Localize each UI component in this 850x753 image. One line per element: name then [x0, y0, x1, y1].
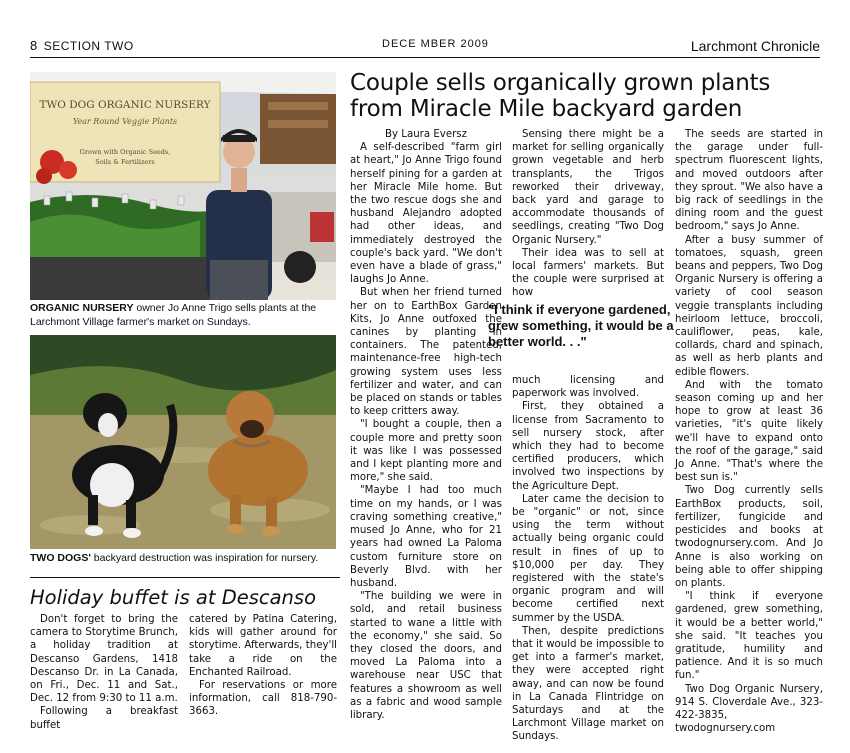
paragraph: Later came the decision to be "organic" or not, since using the term without actually being organic could result in fines of up to $10,000 per day. They registered with the state's organic program and will become certified next summer by the USDA. — [512, 493, 664, 624]
sign-line-3: Grown with Organic Seeds, — [79, 148, 171, 156]
byline: By Laura Eversz — [385, 129, 467, 140]
paragraph: Two Dog Organic Nursery, 914 S. Cloverdale Ave., 323-422-3835, twodognursery.com — [675, 683, 823, 735]
paragraph: Their idea was to sell at local farmers' markets. But the couple were surprised at how — [512, 247, 664, 299]
market-stall-illustration — [30, 72, 336, 300]
paragraph: Two Dog currently sells EarthBox products, soil, fertilizer, fungicide and pesticides and books at twodognursery.com. And Jo Anne is also working on being able to offer shipping on plants. — [675, 485, 823, 589]
section-name: SECTION TWO — [43, 39, 134, 53]
paragraph: catered by Patina Catering, kids will gather around for storytime. Afterwards, they'll take a ride on the Enchanted Railroad. — [189, 614, 337, 678]
paragraph: "I bought a couple, then a couple more and pretty soon it was like I was possessed and I kept planting more and more," she said. — [350, 419, 502, 484]
paragraph: First, they obtained a license from Sacramento to sell nursery stock, after which they had to become certified producers, which involved two inspections by the Agriculture Dept. — [512, 401, 664, 492]
newspaper-name: Larchmont Chronicle — [690, 38, 820, 54]
paragraph: "I think if everyone gardened, grew something, it would be a better world," she said. "It teaches you gratitude, humility and patience. And it is so much fun." — [675, 591, 823, 682]
caption2-lead: TWO DOGS' — [30, 552, 91, 564]
page-header — [30, 38, 820, 56]
paragraph: Don't forget to bring the camera to Storytime Brunch, a holiday tradition at Descanso Gardens, 1418 Descanso Dr. in La Canada, on Fri., Dec. 11 and Sat., Dec. 12 from 9:30 to 11 a.m. — [30, 614, 178, 705]
paragraph: A self-described "farm girl at heart," Jo Anne Trigo found herself pining for a garden at her Miracle Mile home. But the two rescue dogs she and husband Alejandro adopted had other ideas, and immediately destroyed the couple's back yard. "We don't even have a blade of grass," laughs Jo Anne. — [350, 142, 502, 286]
sign-title: TWO DOG ORGANIC NURSERY — [39, 99, 211, 111]
caption2-text: backyard destruction was inspiration for nursery. — [90, 552, 319, 564]
page-number: 8 — [30, 38, 38, 53]
article-headline: Couple sells organically grown plants from Miracle Mile backyard garden — [350, 70, 771, 122]
holiday-rule — [30, 577, 340, 578]
sign-subtitle: Year Round Veggie Plants — [72, 117, 178, 126]
paragraph: much licensing and paperwork was involved. — [512, 375, 664, 400]
sign-line-4: Soils & Fertilizers — [95, 158, 155, 166]
section-label — [30, 38, 134, 53]
holiday-column-1 — [30, 613, 178, 732]
holiday-headline: Holiday buffet is at Descanso — [30, 586, 317, 609]
paragraph: The seeds are started in the garage under full-spectrum fluorescent lights, and moved outdoors after they sprout. "We also have a big rack of seedlings in the dining room and the guest bedroom," says Jo Anne. — [675, 129, 823, 233]
photo1-caption — [30, 302, 338, 329]
paragraph: After a busy summer of tomatoes, squash, green beans and peppers, Two Dog Organic Nursery is offering a variety of cool season veggie transplants including heirloom lettuce, broccoli, cauliflower, peas, kale, collards, chard and spinach, as well as herb plants and edible flowers. — [675, 234, 823, 378]
article-column-2-bottom — [512, 374, 664, 744]
header-rule — [30, 57, 820, 58]
paragraph: "The building we were in sold, and retail business started to wane a little with the economy," she said. So they closed the doors, and moved La Paloma into a warehouse near USC that features a showroom as well as a fabric and wood sample library. — [350, 591, 502, 721]
photo2-caption — [30, 552, 340, 566]
caption1-lead: ORGANIC NURSERY — [30, 302, 134, 314]
pull-quote: "I think if everyone gardened, grew something, it would be a better world. . ." — [488, 302, 674, 349]
caption1-text: owner Jo Anne Trigo sells plants at the Larchmont Village farmer's market on Sundays. — [30, 302, 317, 328]
paragraph: Following a breakfast buffet — [30, 706, 178, 731]
paragraph: For reservations or more information, call 818-790-3663. — [189, 680, 337, 718]
photo-two-dogs — [30, 335, 336, 549]
issue-date: DECE MBER 2009 — [382, 38, 489, 50]
article-column-1 — [350, 128, 502, 722]
paragraph: Then, despite predictions that it would be impossible to get into a farmer's market, they were accepted right away, and can now be found in La Canada Flintridge on Saturdays and at the Larchmont Village market on Sundays. — [512, 625, 664, 743]
holiday-column-2 — [189, 613, 337, 719]
paragraph: Sensing there might be a market for selling organically grown vegetable and herb transplants, the Trigos reworked their driveway, back yard and garage to accommodate thousands of seedlings, creating "Two Dog Organic Nursery." — [512, 129, 664, 246]
paragraph: And with the tomato season coming up and her hope to grow at least 36 varieties, "it's quite likely we'll have to expand onto the roof of the garage," said Jo Anne. "That's where the best sun is." — [675, 379, 823, 484]
article-column-2-top — [512, 128, 664, 300]
article-column-3 — [675, 128, 823, 735]
paragraph: But when her friend turned her on to EarthBox Garden Kits, Jo Anne outfoxed the canines by planting in containers. The patented, maintenance-free high-tech growing system uses less fertilizer and water, and can be placed on stands or tables to keep critters away. — [350, 287, 502, 418]
paragraph: "Maybe I had too much time on my hands, or I was craving something creative," mused Jo Anne, who for 21 years had owned La Paloma custom furniture store on Beverly Blvd. with her husband. — [350, 485, 502, 589]
photo-organic-nursery — [30, 72, 336, 300]
dogs-illustration — [30, 335, 336, 549]
